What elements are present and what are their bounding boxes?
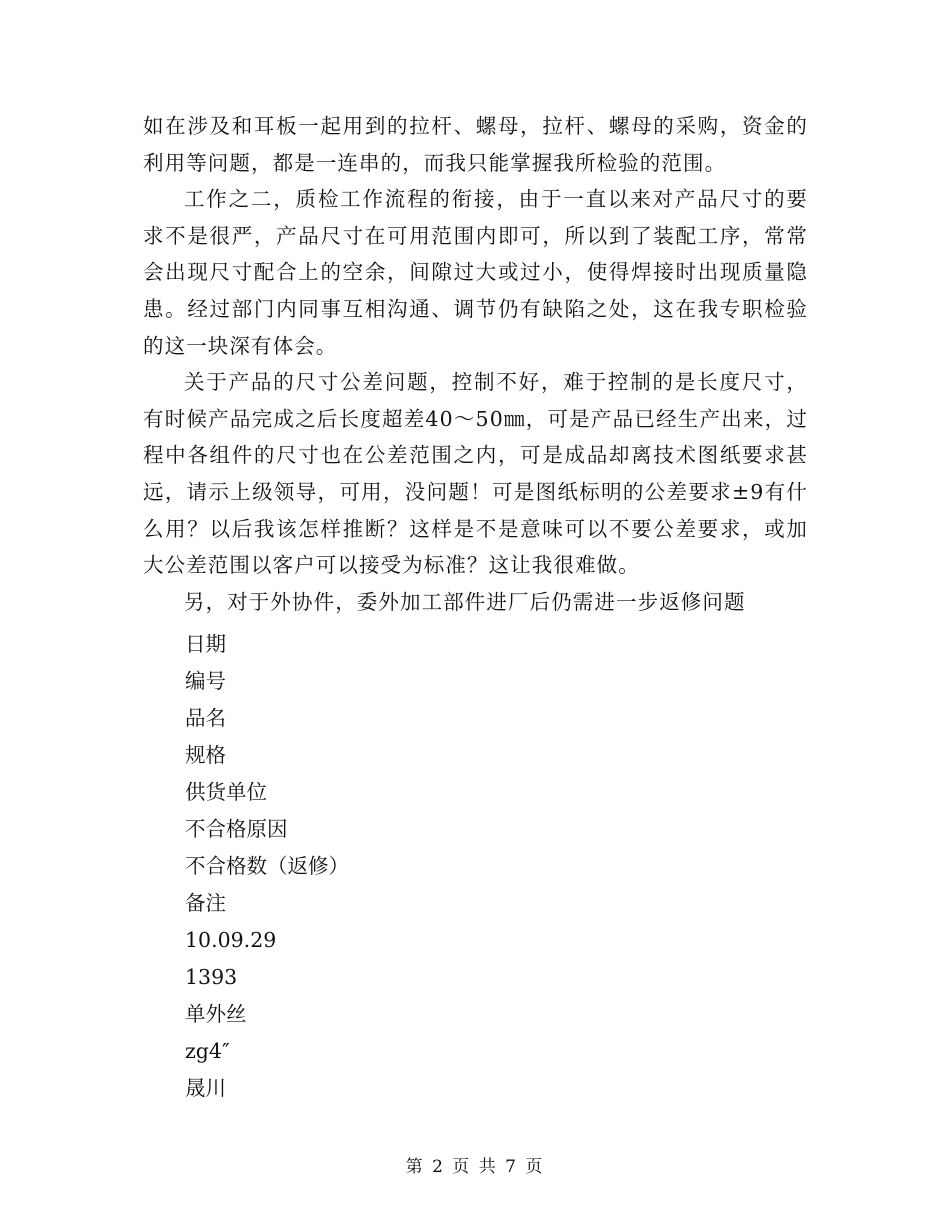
paragraph-3: 关于产品的尺寸公差问题，控制不好，难于控制的是长度尺寸，有时候产品完成之后长度超差40～50㎜，可是产品已经生产出来，过程中各组件的尺寸也在公差范围之内，可是成品却离技术图纸要求甚远，请示上级领导，可用，没问题！可是图纸标明的公差要求±9有什么用？以后我该怎样推断？这样是不是意味可以不要公差要求，或加大公差范围以客户可以接受为标准？这让我很难做。 (143, 370, 808, 578)
table-header-date: 日期 (185, 632, 226, 656)
table-cell-date: 10.09.29 (185, 928, 277, 952)
table-cell-product-name: 单外丝 (185, 1002, 247, 1026)
table-cell-number: 1393 (185, 965, 238, 989)
table-header-product-name: 品名 (185, 706, 226, 730)
page-number-label: 第 2 页 共 7 页 (405, 1157, 545, 1177)
table-header-specification: 规格 (185, 743, 226, 767)
table-cell-supplier: 晟川 (185, 1076, 226, 1100)
table-header-remarks: 备注 (185, 891, 226, 915)
paragraph-1: 如在涉及和耳板一起用到的拉杆、螺母，拉杆、螺母的采购，资金的利用等问题，都是一连串的，而我只能掌握我所检验的范围。 (143, 114, 808, 175)
table-header-defect-count: 不合格数（返修） (185, 854, 349, 878)
table-header-number: 编号 (185, 669, 226, 693)
return-repair-table (185, 626, 685, 1107)
document-body (143, 108, 808, 620)
paragraph-2: 工作之二，质检工作流程的衔接，由于一直以来对产品尺寸的要求不是很严，产品尺寸在可用范围内即可，所以到了装配工序，常常会出现尺寸配合上的空余，间隙过大或过小，使得焊接时出现质量隐患。经过部门内同事互相沟通、调节仍有缺陷之处，这在我专职检验的这一块深有体会。 (143, 187, 808, 358)
table-header-supplier: 供货单位 (185, 780, 267, 804)
table-cell-specification: zg4″ (185, 1039, 230, 1063)
outsourced-parts-intro: 另，对于外协件，委外加工部件进厂后仍需进一步返修问题 (184, 589, 746, 614)
page-footer (0, 1152, 950, 1177)
table-header-defect-reason: 不合格原因 (185, 817, 288, 841)
